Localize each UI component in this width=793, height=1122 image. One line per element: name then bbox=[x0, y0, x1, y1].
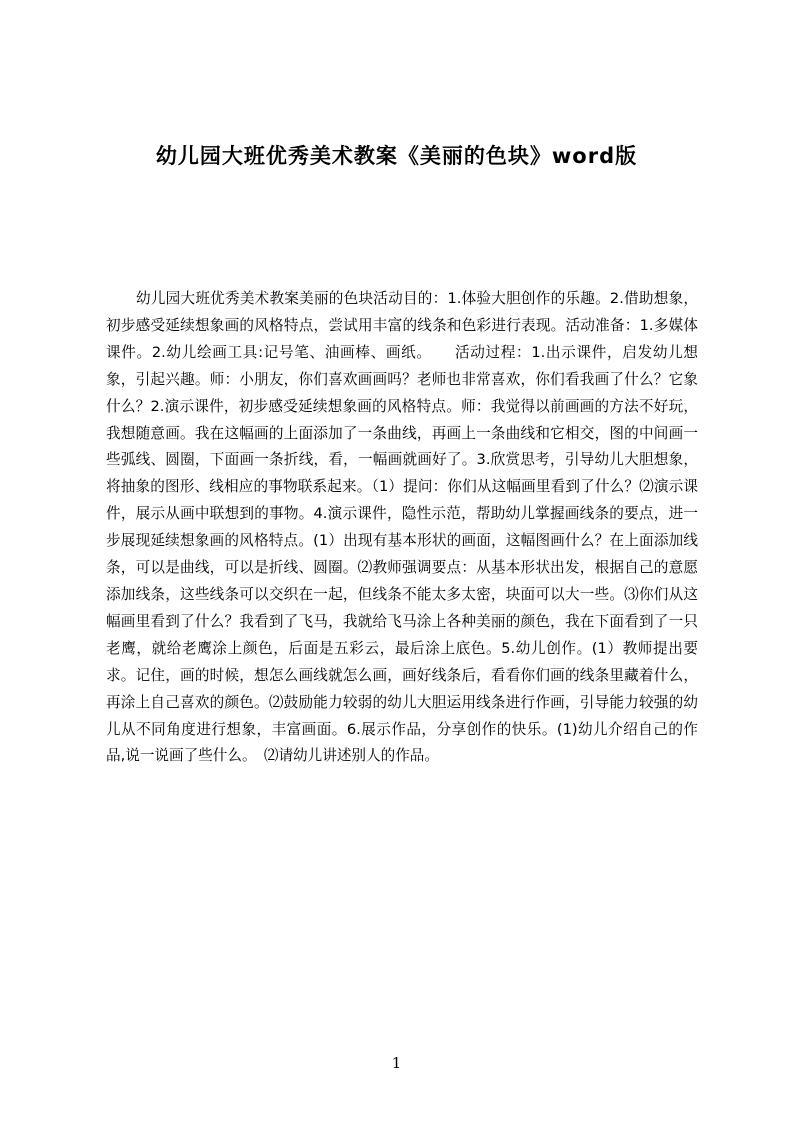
document-title: 幼儿园大班优秀美术教案《美丽的色块》word版 bbox=[155, 144, 638, 168]
page-number: 1 bbox=[391, 1054, 402, 1072]
document-body-paragraph: 幼儿园大班优秀美术教案美丽的色块活动目的：1.体验大胆创作的乐趣。2.借助想象，初步感受延续想象画的风格特点，尝试用丰富的线条和色彩进行表现。活动准备：1.多媒体课件。2.幼儿绘画工具:记号笔、油画棒、画纸。 活动过程：1.出示课件，启发幼儿想象，引起兴趣。师：小朋友，你们喜欢画画吗？老师也非常喜欢，你们看我画了什么？它象什么？2.演示课件，初步感受延续想象画的风格特点。师：我觉得以前画画的方法不好玩，我想随意画。我在这幅画的上面添加了一条曲线，再画上一条曲线和它相交，图的中间画一些弧线、圆圈，下面画一条折线，看，一幅画就画好了。3.欣赏思考，引导幼儿大胆想象，将抽象的图形、线相应的事物联系起来。（1）提问：你们从这幅画里看到了什么？⑵演示课件，展示从画中联想到的事物。4.演示课件，隐性示范，帮助幼儿掌握画线条的要点，进一步展现延续想象画的风格特点。(1）出现有基本形状的画面，这幅图画什么？在上面添加线条，可以是曲线，可以是折线、圆圈。⑵教师强调要点：从基本形状出发，根据自己的意愿添加线条，这些线条可以交织在一起，但线条不能太多太密，块面可以大一些。⑶你们从这幅画里看到了什么？我看到了飞马，我就给飞马涂上各种美丽的颜色，我在下面看到了一只老鹰，就给老鹰涂上颜色，后面是五彩云，最后涂上底色。5.幼儿创作。(1）教师提出要求。记住，画的时候，想怎么画线就怎么画，画好线条后，看看你们画的线条里藏着什么，再涂上自己喜欢的颜色。⑵鼓励能力较弱的幼儿大胆运用线条进行作画，引导能力较强的幼儿从不同角度进行想象，丰富画面。6.展示作品，分享创作的快乐。(1)幼儿介绍自己的作品,说一说画了些什么。 ⑵请幼儿讲述别人的作品。 bbox=[106, 290, 698, 765]
